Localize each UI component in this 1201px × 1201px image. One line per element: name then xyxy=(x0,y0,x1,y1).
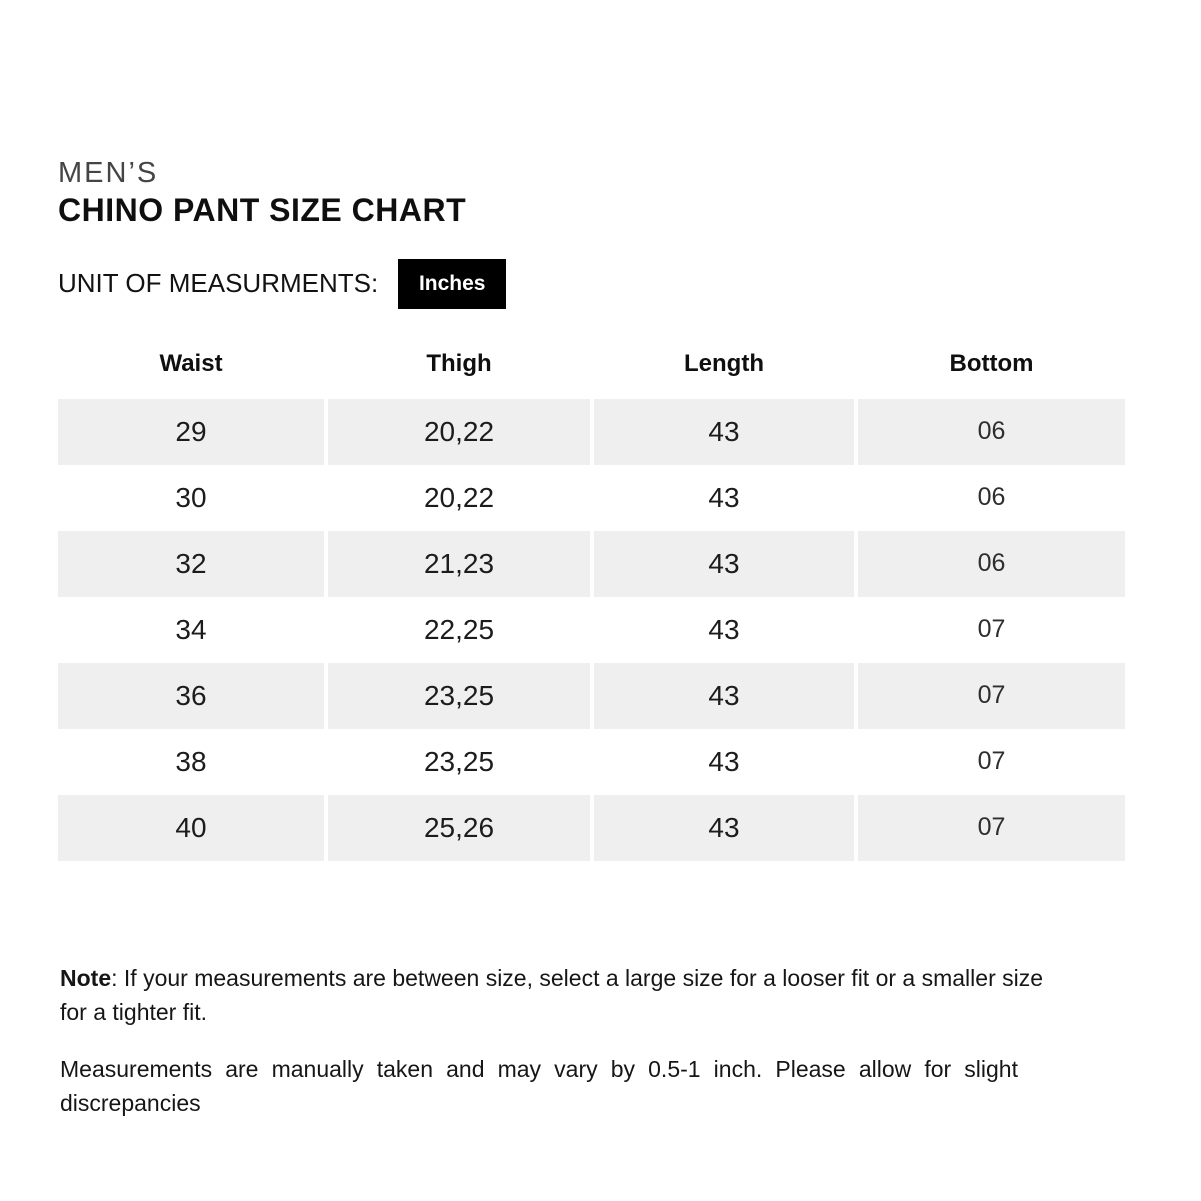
cell-bottom: 07 xyxy=(858,597,1125,663)
cell-waist: 38 xyxy=(58,729,324,795)
unit-inches-button[interactable]: Inches xyxy=(398,259,506,309)
cell-thigh: 21,23 xyxy=(328,531,590,597)
cell-length: 43 xyxy=(594,729,854,795)
note-label: Note xyxy=(60,964,112,991)
table-row xyxy=(58,663,1125,729)
cell-thigh: 23,25 xyxy=(328,729,590,795)
sizing-note xyxy=(60,961,1060,1030)
cell-bottom: 06 xyxy=(858,465,1125,531)
cell-length: 43 xyxy=(594,531,854,597)
cell-length: 43 xyxy=(594,795,854,861)
page-title: CHINO PANT SIZE CHART xyxy=(58,191,467,228)
cell-bottom: 07 xyxy=(858,795,1125,861)
cell-waist: 36 xyxy=(58,663,324,729)
cell-thigh: 22,25 xyxy=(328,597,590,663)
category-eyebrow: MEN’S xyxy=(58,157,159,189)
unit-label: UNIT OF MEASURMENTS: xyxy=(58,268,379,299)
size-chart-table xyxy=(58,345,1125,861)
column-header-length: Length xyxy=(684,349,764,377)
cell-length: 43 xyxy=(594,465,854,531)
cell-waist: 34 xyxy=(58,597,324,663)
column-header-thigh: Thigh xyxy=(426,349,492,377)
table-row xyxy=(58,399,1125,465)
notes-section xyxy=(58,961,1141,1121)
note-body: : If your measurements are between size, select a large size for a looser fit or a smaller size for a tighter fit. xyxy=(60,964,1044,1026)
cell-bottom: 06 xyxy=(858,531,1125,597)
cell-waist: 32 xyxy=(58,531,324,597)
cell-thigh: 23,25 xyxy=(328,663,590,729)
unit-of-measurement-row xyxy=(58,259,1141,309)
cell-waist: 29 xyxy=(58,399,324,465)
cell-thigh: 20,22 xyxy=(328,465,590,531)
cell-bottom: 06 xyxy=(858,399,1125,465)
cell-length: 43 xyxy=(594,663,854,729)
cell-waist: 40 xyxy=(58,795,324,861)
cell-bottom: 07 xyxy=(858,663,1125,729)
cell-waist: 30 xyxy=(58,465,324,531)
table-row xyxy=(58,531,1125,597)
column-header-bottom: Bottom xyxy=(949,349,1034,377)
table-row xyxy=(58,465,1125,531)
cell-thigh: 20,22 xyxy=(328,399,590,465)
table-row xyxy=(58,729,1125,795)
table-header-row xyxy=(58,345,1125,383)
table-row xyxy=(58,795,1125,861)
cell-bottom: 07 xyxy=(858,729,1125,795)
cell-length: 43 xyxy=(594,597,854,663)
cell-thigh: 25,26 xyxy=(328,795,590,861)
measurement-disclaimer: Measurements are manually taken and may vary by 0.5-1 inch. Please allow for slight discrepancies xyxy=(60,1055,1018,1117)
page-header xyxy=(58,158,1141,229)
cell-length: 43 xyxy=(594,399,854,465)
table-row xyxy=(58,597,1125,663)
column-header-waist: Waist xyxy=(159,349,223,377)
